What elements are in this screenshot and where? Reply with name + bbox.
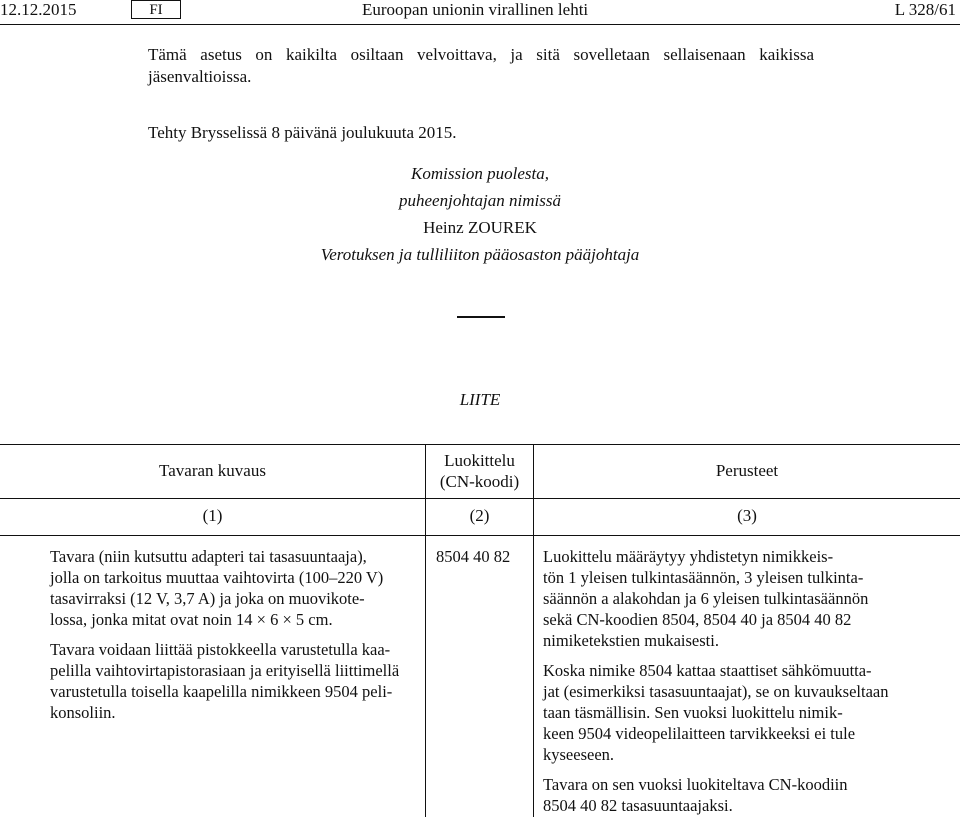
reasons-line: jat (esimerkiksi tasasuuntaajat), se on kuvaukseltaan — [543, 682, 889, 701]
column-number-2: (2) — [469, 506, 490, 525]
description-line: pelilla vaihtovirtapistorasiaan ja erityisellä liittimellä — [50, 661, 400, 680]
reasons-line: kyseeseen. — [543, 745, 615, 764]
reasons-paragraph — [543, 774, 903, 816]
done-at: Tehty Brysselissä 8 päivänä joulukuuta 2015. — [148, 123, 457, 142]
column-divider-2 — [533, 444, 534, 817]
journal-title: Euroopan unionin virallinen lehti — [362, 0, 589, 19]
separator-rule — [457, 316, 505, 318]
description-line: Tavara voidaan liittää pistokkeella varustetulla kaa- — [50, 640, 391, 659]
description-line: tasavirraksi (12 V, 3,7 A) ja joka on muovikote- — [50, 589, 365, 608]
header-classification-line-2: (CN-koodi) — [439, 472, 520, 491]
reasons-paragraph — [543, 546, 903, 651]
reasons-line: Tavara on sen vuoksi luokiteltava CN-koodiin — [543, 775, 848, 794]
header-classification-line-1: Luokittelu — [444, 451, 515, 470]
reasons-line: säännön a alakohdan ja 6 yleisen tulkintasäännön — [543, 589, 869, 608]
column-number-1: (1) — [202, 506, 223, 525]
binding-clause-line-2: jäsenvaltioissa. — [148, 67, 252, 86]
reasons-line: nimiketekstien mukaisesti. — [543, 631, 719, 650]
reasons-line: tön 1 yleisen tulkintasäännön, 3 yleisen tulkinta- — [543, 568, 864, 587]
signatory-title: Verotuksen ja tulliliiton pääosaston pääjohtaja — [320, 245, 640, 264]
binding-clause-line-1: Tämä asetus on kaikilta osiltaan velvoittava, ja sitä sovelletaan sellaisenaan kaikissa — [148, 45, 814, 64]
header-classification — [426, 450, 533, 492]
column-divider-1 — [425, 444, 426, 817]
reasons-line: Luokittelu määräytyy yhdistetyn nimikkeis- — [543, 547, 834, 566]
journal-header — [0, 0, 960, 22]
description-line: varustetulla toisella kaapelilla nimikkeen 9504 peli- — [50, 682, 393, 701]
table-top-rule — [0, 444, 960, 445]
column-number-3: (3) — [737, 506, 757, 525]
reasons-line: Koska nimike 8504 kattaa staattiset sähkömuutta- — [543, 661, 872, 680]
publication-date: 12.12.2015 — [0, 0, 77, 19]
page-reference: L 328/61 — [894, 0, 956, 19]
description-paragraph — [50, 639, 416, 723]
header-bottom-rule — [0, 498, 960, 499]
signature-on-behalf: puheenjohtajan nimissä — [399, 191, 561, 210]
cn-code: 8504 40 82 — [436, 547, 511, 566]
header-reasons: Perusteet — [715, 461, 779, 480]
header-rule — [0, 24, 960, 25]
reasons-paragraph — [543, 660, 903, 765]
signatory-name: Heinz ZOUREK — [423, 218, 537, 237]
description-line: Tavara (niin kutsuttu adapteri tai tasasuuntaaja), — [50, 547, 367, 566]
description-line: konsoliin. — [50, 703, 116, 722]
reasons-line: 8504 40 82 tasasuuntaajaksi. — [543, 796, 733, 815]
numbers-bottom-rule — [0, 535, 960, 536]
signature-for: Komission puolesta, — [411, 164, 549, 183]
annex-title: LIITE — [459, 390, 501, 409]
goods-description — [50, 546, 416, 723]
reasons-line: keen 9504 videopelilaitteen tarvikkeeksi ei tule — [543, 724, 856, 743]
reasons-line: taan täsmällisin. Sen vuoksi luokittelu nimik- — [543, 703, 843, 722]
description-line: jolla on tarkoitus muuttaa vaihtovirta (100–220 V) — [50, 568, 384, 587]
reasons-line: sekä CN-koodien 8504, 8504 40 ja 8504 40 82 — [543, 610, 852, 629]
classification-reasons — [543, 546, 903, 816]
language-code: FI — [131, 0, 181, 19]
header-description: Tavaran kuvaus — [159, 461, 266, 480]
description-line: lossa, jonka mitat ovat noin 14 × 6 × 5 cm. — [50, 610, 333, 629]
description-paragraph — [50, 546, 416, 630]
